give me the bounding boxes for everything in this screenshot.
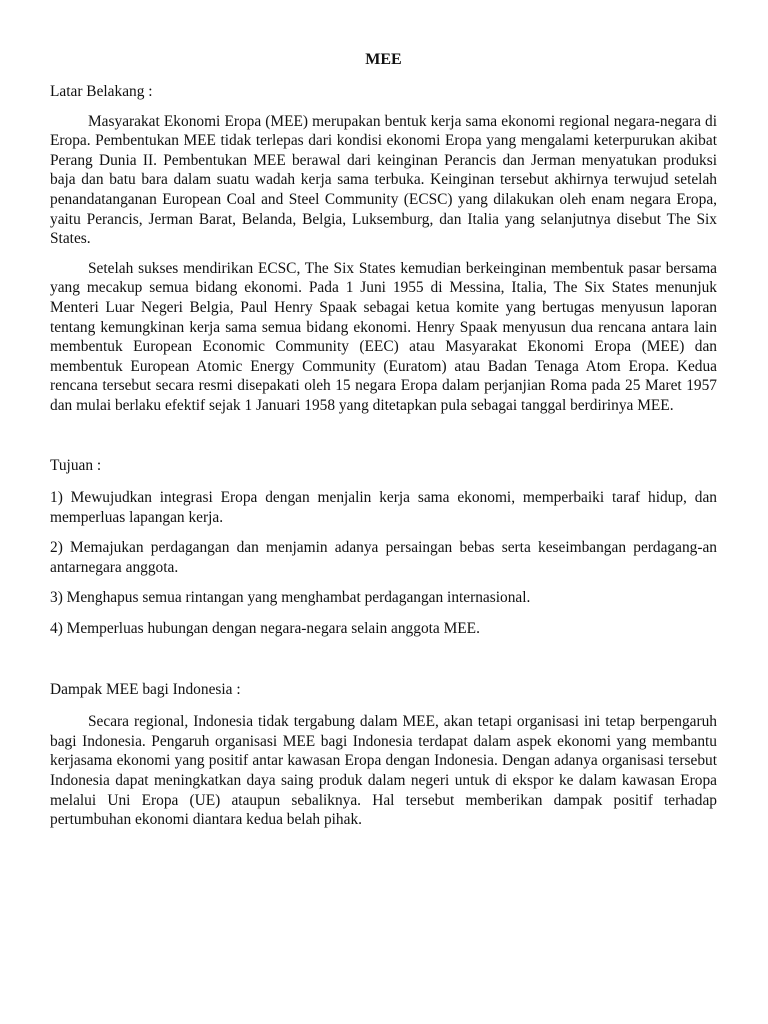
list-item: 2) Memajukan perdagangan dan menjamin adanya persaingan bebas serta keseimbangan perdagang-an antarnegara anggota. — [50, 539, 717, 576]
document-page — [50, 50, 717, 840]
document-title: MEE — [365, 51, 402, 68]
paragraph: Secara regional, Indonesia tidak tergabung dalam MEE, akan tetapi organisasi ini tetap berpengaruh bagi Indonesia. Pengaruh organisasi MEE bagi Indonesia terdapat dalam aspek ekonomi yang membantu kerjasama ekonomi yang positif antar kawasan Eropa dengan Indonesia. Dengan adanya organisasi tersebut Indonesia dapat meningkatkan daya saing produk dalam negeri untuk di ekspor ke dalam kawasan Eropa melalui Uni Eropa (UE) ataupun sebaliknya. Hal tersebut memberikan dampak positif terhadap pertumbuhan ekonomi diantara kedua belah pihak. — [50, 713, 717, 829]
section-heading-impact: Dampak MEE bagi Indonesia : — [50, 680, 241, 698]
section-spacer — [50, 426, 717, 456]
section-heading-background: Latar Belakang : — [50, 83, 153, 100]
section-heading-goals: Tujuan : — [50, 456, 102, 474]
list-item: 3) Menghapus semua rintangan yang menghambat perdagangan internasional. — [50, 589, 531, 607]
paragraph: Setelah sukses mendirikan ECSC, The Six States kemudian berkeinginan membentuk pasar bersama yang mecakup semua bidang ekonomi. Pada 1 Juni 1955 di Messina, Italia, The Six States menunjuk Menteri Luar Negeri Belgia, Paul Henry Spaak sebagai ketua komite yang bertugas menyusun laporan tentang kemungkinan kerja sama semua bidang ekonomi. Henry Spaak menyusun dua rencana antara lain membentuk European Economic Community (EEC) atau Masyarakat Ekonomi Eropa (MEE) dan membentuk European Atomic Energy Community (Euratom) atau Badan Tenaga Atom Eropa. Kedua rencana tersebut secara resmi disepakati oleh 15 negara Eropa dalam perjanjian Roma pada 25 Maret 1957 dan mulai berlaku efektif sejak 1 Januari 1958 yang ditetapkan pula sebagai tanggal berdirinya MEE. — [50, 259, 717, 414]
list-item: 1) Mewujudkan integrasi Eropa dengan menjalin kerja sama ekonomi, memperbaiki taraf hidup, dan memperluas lapangan kerja. — [50, 489, 717, 526]
list-item: 4) Memperluas hubungan dengan negara-negara selain anggota MEE. — [50, 620, 480, 638]
section-spacer — [50, 650, 717, 680]
paragraph: Masyarakat Ekonomi Eropa (MEE) merupakan bentuk kerja sama ekonomi regional negara-negara di Eropa. Pembentukan MEE tidak terlepas dari kondisi ekonomi Eropa yang mengalami keterpurukan akibat Perang Dunia II. Pembentukan MEE berawal dari keinginan Perancis dan Jerman menyatukan produksi baja dan batu bara dalam suatu wadah kerja sama terbuka. Keinginan tersebut akhirnya terwujud setelah penandatanganan European Coal and Steel Community (ECSC) yang dilakukan oleh enam negara Eropa, yaitu Perancis, Jerman Barat, Belanda, Belgia, Luksemburg, dan Italia yang selanjutnya disebut The Six States. — [50, 112, 717, 248]
